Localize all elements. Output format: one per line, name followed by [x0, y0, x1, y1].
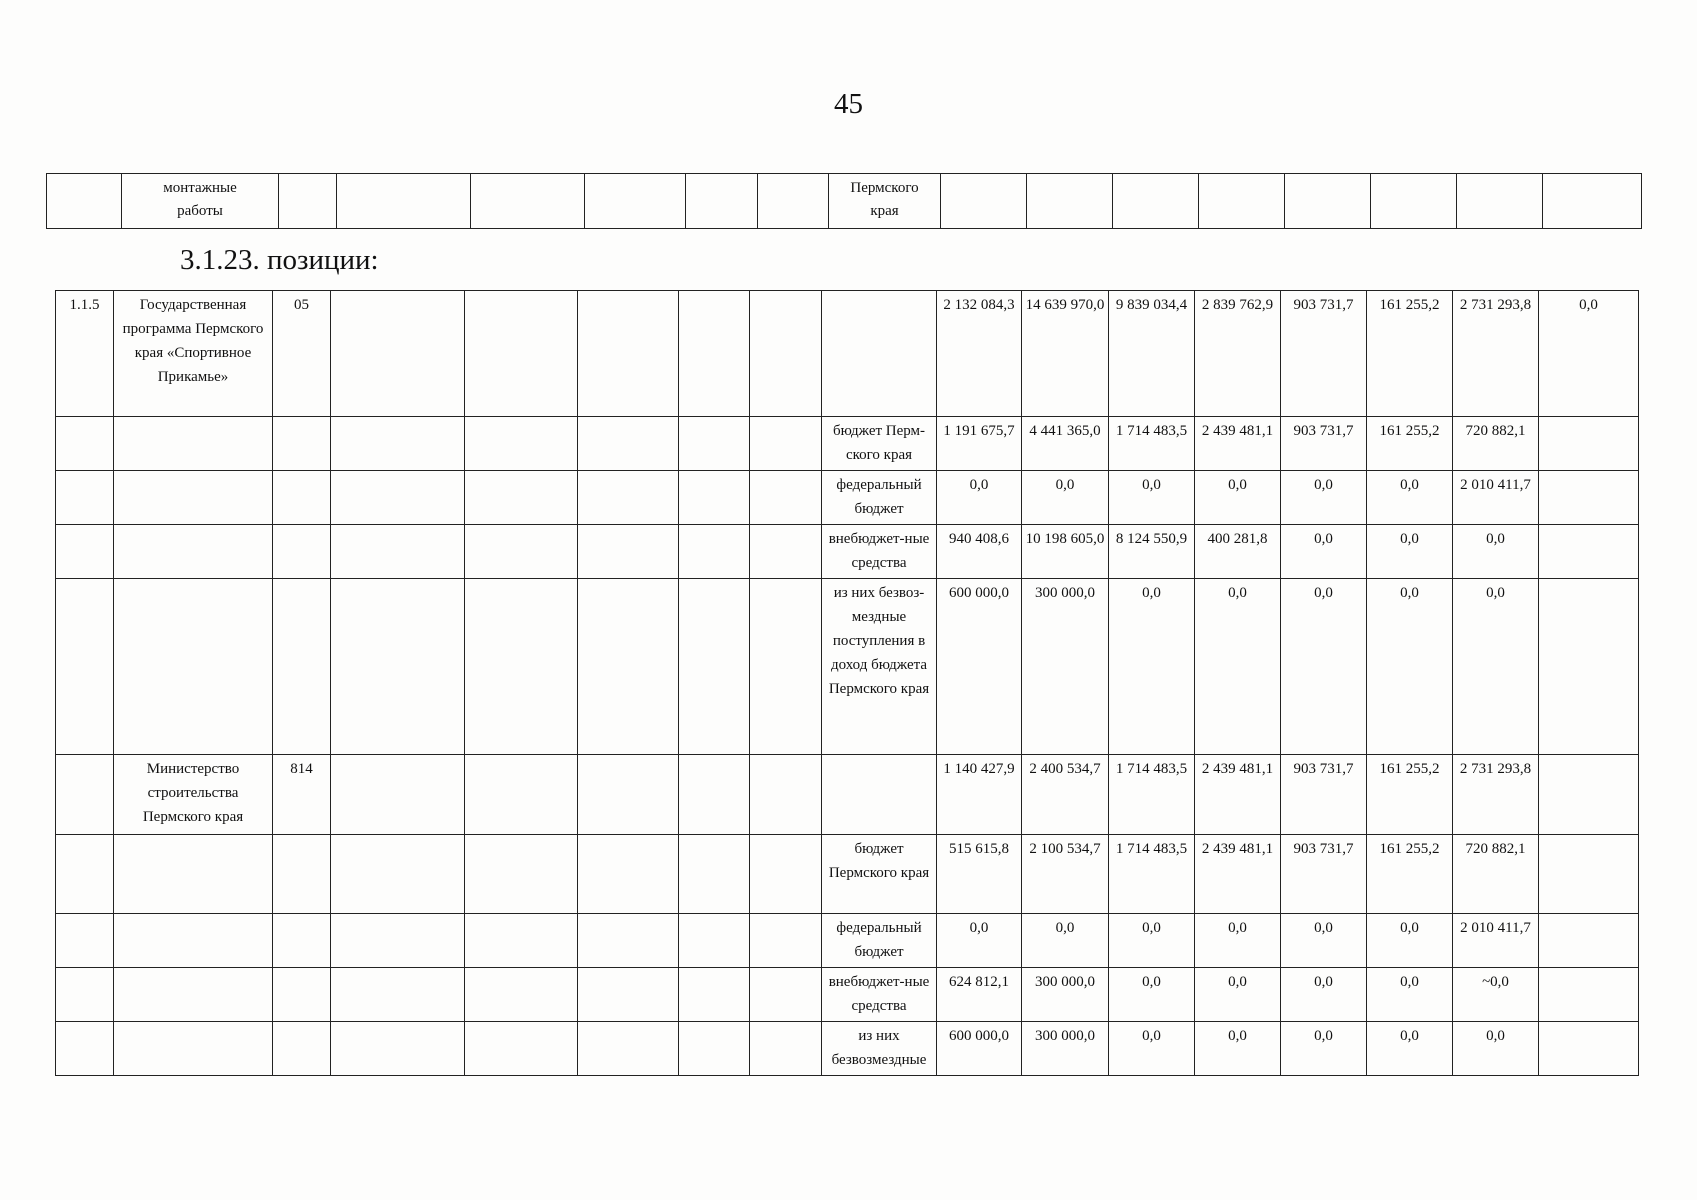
cell-value: 9 839 034,4 [1109, 291, 1195, 417]
cell [578, 914, 679, 968]
cell-value: 2 439 481,1 [1195, 755, 1281, 835]
cell-value: 0,0 [1281, 1022, 1367, 1076]
cell-value [1539, 417, 1639, 471]
cell-value: 2 839 762,9 [1195, 291, 1281, 417]
cell-code [273, 835, 331, 914]
cell-value: 1 191 675,7 [937, 417, 1022, 471]
cell-budget-label: Пермского края [829, 174, 941, 229]
cell-value: 0,0 [1281, 471, 1367, 525]
cell [471, 174, 585, 229]
cell-funding-source: из них безвоз-мездные поступления в доход бюджета Пермского края [822, 579, 937, 755]
cell [750, 968, 822, 1022]
cell [578, 525, 679, 579]
cell [578, 1022, 679, 1076]
cell-name [114, 835, 273, 914]
cell [585, 174, 686, 229]
cell-value: 2 010 411,7 [1453, 914, 1539, 968]
cell [1199, 174, 1285, 229]
cell-name [114, 471, 273, 525]
cell-value: 0,0 [1109, 1022, 1195, 1076]
table-row [56, 835, 1639, 914]
cell-number: 1.1.5 [56, 291, 114, 417]
cell-value: 0,0 [1281, 914, 1367, 968]
cell [279, 174, 337, 229]
cell-value: 300 000,0 [1022, 968, 1109, 1022]
cell-name [114, 417, 273, 471]
cell-code [273, 968, 331, 1022]
cell-value: 0,0 [1453, 525, 1539, 579]
table-row [56, 1022, 1639, 1076]
cell [465, 417, 578, 471]
cell-value: 0,0 [1367, 471, 1453, 525]
cell [331, 291, 465, 417]
table-row [56, 579, 1639, 755]
cell [331, 525, 465, 579]
cell [465, 914, 578, 968]
cell-value: 0,0 [1281, 525, 1367, 579]
cell-value: 0,0 [1453, 579, 1539, 755]
continued-row [47, 174, 1642, 229]
cell-funding-source: бюджет Перм-ского края [822, 417, 937, 471]
cell-funding-source: бюджет Пермского края [822, 835, 937, 914]
cell [679, 417, 750, 471]
cell-number [56, 417, 114, 471]
cell [465, 1022, 578, 1076]
cell-name [114, 525, 273, 579]
cell-value: 2 731 293,8 [1453, 291, 1539, 417]
cell-value: 0,0 [1022, 914, 1109, 968]
cell-value: ~0,0 [1453, 968, 1539, 1022]
cell [679, 579, 750, 755]
cell-value [1539, 835, 1639, 914]
cell [337, 174, 471, 229]
cell-value: 0,0 [1539, 291, 1639, 417]
cell [679, 755, 750, 835]
cell-funding-source: внебюджет-ные средства [822, 968, 937, 1022]
cell-value: 400 281,8 [1195, 525, 1281, 579]
cell-value: 2 731 293,8 [1453, 755, 1539, 835]
section-heading: 3.1.23. позиции: [180, 244, 379, 276]
cell-value [1539, 755, 1639, 835]
cell-value: 0,0 [1367, 579, 1453, 755]
cell-value: 161 255,2 [1367, 291, 1453, 417]
cell-value: 0,0 [1109, 914, 1195, 968]
cell-funding-source: федеральный бюджет [822, 914, 937, 968]
cell [679, 525, 750, 579]
cell-funding-source: федеральный бюджет [822, 471, 937, 525]
cell [465, 968, 578, 1022]
cell-code: 05 [273, 291, 331, 417]
cell-value: 0,0 [937, 914, 1022, 968]
cell [750, 1022, 822, 1076]
cell [1371, 174, 1457, 229]
cell-value: 2 100 534,7 [1022, 835, 1109, 914]
cell-value: 720 882,1 [1453, 835, 1539, 914]
cell-value [1539, 471, 1639, 525]
cell [686, 174, 758, 229]
cell [578, 417, 679, 471]
cell [1027, 174, 1113, 229]
cell-number [56, 755, 114, 835]
cell-value: 300 000,0 [1022, 579, 1109, 755]
cell [750, 291, 822, 417]
cell-value: 0,0 [1281, 579, 1367, 755]
cell [750, 579, 822, 755]
cell-value: 2 010 411,7 [1453, 471, 1539, 525]
cell [750, 417, 822, 471]
cell [750, 525, 822, 579]
cell [331, 755, 465, 835]
positions-table-body [56, 291, 1639, 1076]
cell [465, 525, 578, 579]
cell [578, 968, 679, 1022]
cell [679, 1022, 750, 1076]
cell [47, 174, 122, 229]
cell-value: 0,0 [1195, 968, 1281, 1022]
cell-value: 8 124 550,9 [1109, 525, 1195, 579]
cell-code: 814 [273, 755, 331, 835]
cell [465, 579, 578, 755]
table-row [56, 755, 1639, 835]
cell [750, 835, 822, 914]
cell [331, 968, 465, 1022]
cell [465, 835, 578, 914]
cell-value: 0,0 [1367, 1022, 1453, 1076]
cell-funding-source: внебюджет-ные средства [822, 525, 937, 579]
cell-name [114, 579, 273, 755]
cell-value: 2 439 481,1 [1195, 835, 1281, 914]
cell [679, 835, 750, 914]
cell-value: 161 255,2 [1367, 417, 1453, 471]
cell-name [114, 968, 273, 1022]
cell-value: 515 615,8 [937, 835, 1022, 914]
cell [1543, 174, 1642, 229]
cell [331, 471, 465, 525]
cell-value: 0,0 [1195, 914, 1281, 968]
cell [331, 914, 465, 968]
cell-value: 0,0 [1109, 579, 1195, 755]
cell-number [56, 471, 114, 525]
cell-value: 1 714 483,5 [1109, 417, 1195, 471]
cell [578, 835, 679, 914]
cell-value: 0,0 [1109, 471, 1195, 525]
cell [465, 471, 578, 525]
cell-value: 1 714 483,5 [1109, 835, 1195, 914]
cell-code [273, 417, 331, 471]
cell [750, 755, 822, 835]
cell-value: 1 714 483,5 [1109, 755, 1195, 835]
cell [331, 1022, 465, 1076]
cell-value: 0,0 [1453, 1022, 1539, 1076]
cell-code [273, 914, 331, 968]
cell-name [114, 914, 273, 968]
cell-work-label: монтажные работы [122, 174, 279, 229]
cell-number [56, 968, 114, 1022]
continued-table [46, 173, 1642, 229]
cell-value: 0,0 [1195, 579, 1281, 755]
cell [1457, 174, 1543, 229]
cell [1113, 174, 1199, 229]
cell-value: 624 812,1 [937, 968, 1022, 1022]
cell-value: 2 400 534,7 [1022, 755, 1109, 835]
table-row [56, 417, 1639, 471]
cell [578, 291, 679, 417]
page-number: 45 [834, 88, 863, 120]
cell-value: 0,0 [1367, 525, 1453, 579]
cell-value [1539, 579, 1639, 755]
cell [758, 174, 829, 229]
cell-value: 0,0 [1367, 968, 1453, 1022]
cell-value: 0,0 [1109, 968, 1195, 1022]
cell-value: 0,0 [1281, 968, 1367, 1022]
cell [679, 291, 750, 417]
cell-value: 0,0 [1367, 914, 1453, 968]
cell-number [56, 525, 114, 579]
table-row [56, 291, 1639, 417]
cell-value: 903 731,7 [1281, 417, 1367, 471]
cell-value: 903 731,7 [1281, 291, 1367, 417]
cell-value: 0,0 [1022, 471, 1109, 525]
cell-value: 903 731,7 [1281, 755, 1367, 835]
cell-code [273, 1022, 331, 1076]
cell-value: 10 198 605,0 [1022, 525, 1109, 579]
cell-name: Государственная программа Пермского края «Спортивное Прикамье» [114, 291, 273, 417]
cell-value: 300 000,0 [1022, 1022, 1109, 1076]
cell [331, 417, 465, 471]
cell-number [56, 579, 114, 755]
cell-value [1539, 968, 1639, 1022]
cell [750, 914, 822, 968]
cell-value: 2 439 481,1 [1195, 417, 1281, 471]
cell-value: 940 408,6 [937, 525, 1022, 579]
cell-number [56, 914, 114, 968]
cell [679, 471, 750, 525]
cell [941, 174, 1027, 229]
cell-value: 4 441 365,0 [1022, 417, 1109, 471]
table-row [56, 471, 1639, 525]
cell-value: 903 731,7 [1281, 835, 1367, 914]
cell-funding-source [822, 755, 937, 835]
cell-value: 600 000,0 [937, 1022, 1022, 1076]
table-row [56, 914, 1639, 968]
cell-value: 720 882,1 [1453, 417, 1539, 471]
positions-table [55, 290, 1639, 1076]
cell-value: 0,0 [937, 471, 1022, 525]
cell-funding-source: из них безвозмездные [822, 1022, 937, 1076]
cell-value: 161 255,2 [1367, 835, 1453, 914]
cell-code [273, 525, 331, 579]
cell [679, 968, 750, 1022]
cell-code [273, 471, 331, 525]
table-row [56, 968, 1639, 1022]
cell-value: 1 140 427,9 [937, 755, 1022, 835]
cell-name: Министерство строительства Пермского края [114, 755, 273, 835]
cell-number [56, 1022, 114, 1076]
cell-value: 0,0 [1195, 471, 1281, 525]
cell-funding-source [822, 291, 937, 417]
cell [465, 291, 578, 417]
cell-value: 600 000,0 [937, 579, 1022, 755]
cell [465, 755, 578, 835]
cell-value: 0,0 [1195, 1022, 1281, 1076]
cell-code [273, 579, 331, 755]
cell-value [1539, 525, 1639, 579]
cell-value: 14 639 970,0 [1022, 291, 1109, 417]
cell [578, 471, 679, 525]
cell [679, 914, 750, 968]
cell-name [114, 1022, 273, 1076]
cell [331, 579, 465, 755]
cell-value [1539, 914, 1639, 968]
cell [578, 579, 679, 755]
cell-number [56, 835, 114, 914]
cell [1285, 174, 1371, 229]
cell-value [1539, 1022, 1639, 1076]
cell-value: 2 132 084,3 [937, 291, 1022, 417]
cell-value: 161 255,2 [1367, 755, 1453, 835]
cell [578, 755, 679, 835]
table-row [56, 525, 1639, 579]
cell [331, 835, 465, 914]
cell [750, 471, 822, 525]
